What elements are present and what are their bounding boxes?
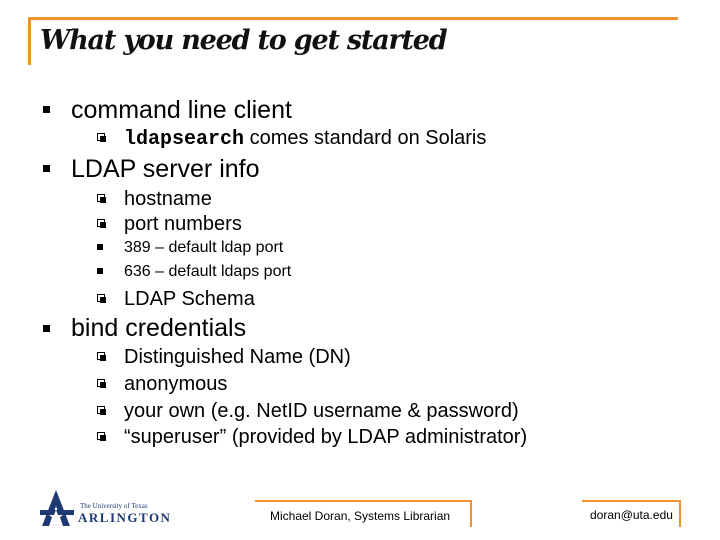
sub-bullet-hostname: hostname [124,188,212,210]
sub-bullet-anonymous: anonymous [124,373,228,395]
code-ldapsearch: ldapsearch [124,128,245,151]
sub-bullet-marker [97,352,105,360]
sub-bullet-marker [97,294,105,302]
sub-bullet-marker [97,432,105,440]
footer-divider [470,500,472,527]
sub-bullet-marker [97,406,105,414]
bullet-marker [43,165,50,172]
bullet-ldap-server-info: LDAP server info [71,155,260,183]
title-frame-left [28,17,31,65]
sub-sub-bullet-marker [97,244,103,250]
sub-bullet-marker [97,379,105,387]
sub-bullet-marker [97,194,105,202]
bullet-command-line-client: command line client [71,96,292,124]
title-frame-top [28,17,678,20]
sub-bullet-marker [97,133,105,141]
bullet-bind-credentials: bind credentials [71,314,247,342]
sub-bullet-superuser: “superuser” (provided by LDAP administrator) [124,426,528,448]
footer-email: doran@uta.edu [590,508,673,522]
footer-divider [679,500,681,527]
footer-divider [255,500,470,502]
sub-bullet-dn: Distinguished Name (DN) [124,346,351,368]
sub-sub-bullet-636: 636 – default ldaps port [124,263,292,280]
sub-bullet-your-own: your own (e.g. NetID username & password) [124,400,519,422]
sub-bullet-port-numbers: port numbers [124,213,242,235]
logo-arlington-text: ARLINGTON [78,510,172,525]
sub-bullet-marker [97,219,105,227]
bullet-marker [43,325,50,332]
logo-university-text: The University of Texas [80,502,148,510]
bullet-marker [43,106,50,113]
footer-author: Michael Doran, Systems Librarian [270,509,451,523]
slide-title: What you need to get started [40,25,447,56]
sub-sub-bullet-389: 389 – default ldap port [124,239,284,256]
footer-divider [582,500,680,502]
sub-bullet-ldapsearch: ldapsearch comes standard on Solaris [124,127,487,151]
sub-sub-bullet-marker [97,268,103,274]
